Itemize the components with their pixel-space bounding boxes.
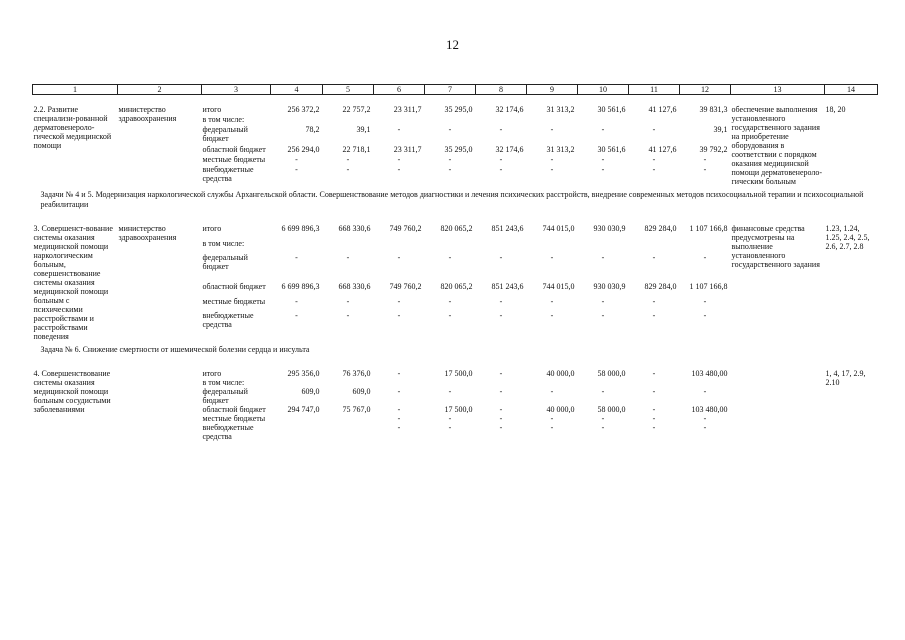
amount-cell: -: [397, 253, 401, 263]
expected-result: обеспечение выполнения установленного государственного задания на приобретение оборудования в соответствии с порядком оказания медицинской помощи дерматовенероло-гическим больным: [731, 104, 823, 186]
column-number: 14: [825, 85, 878, 95]
program-table: [32, 84, 878, 441]
amount-cell: 668 330,6: [338, 282, 371, 292]
task-row: [33, 186, 878, 214]
funding-source-label: внебюджетные средства: [202, 165, 254, 184]
amount-cell: [374, 115, 425, 125]
task-heading: Задача № 6. Снижение смертности от ишемической болезни сердца и инсульта: [40, 344, 310, 354]
amount-cell: 39,1: [713, 124, 728, 134]
target-indicators: 18, 20: [825, 104, 846, 114]
amount-cell: -: [448, 413, 452, 423]
amount-cell: -: [550, 422, 554, 432]
amount-cell: -: [601, 124, 605, 134]
amount-cell: -: [703, 311, 707, 321]
amount-cell: [271, 239, 323, 254]
amount-cell: 6 699 896,3: [281, 282, 320, 292]
amount-cell: -: [652, 368, 656, 378]
amount-cell: -: [397, 124, 401, 134]
amount-cell: 829 284,0: [644, 282, 677, 292]
amount-cell: -: [499, 386, 503, 396]
amount-cell: 39 831,3: [699, 104, 728, 114]
column-number: 7: [425, 85, 476, 95]
amount-cell: -: [550, 165, 554, 175]
amount-cell: -: [448, 422, 452, 432]
amount-cell: 930 030,9: [593, 223, 626, 233]
amount-cell: 930 030,9: [593, 282, 626, 292]
amount-cell: -: [499, 165, 503, 175]
amount-cell: -: [397, 165, 401, 175]
funding-source-label: местные бюджеты: [202, 296, 266, 306]
amount-cell: -: [397, 404, 401, 414]
column-number: 12: [680, 85, 731, 95]
amount-cell: 22 757,2: [342, 104, 371, 114]
amount-cell: 17 500,0: [444, 404, 473, 414]
amount-cell: 744 015,0: [542, 223, 575, 233]
column-number: 13: [731, 85, 825, 95]
amount-cell: [680, 378, 731, 387]
activity-name: 4. Совершенствование системы оказания медицинской помощи больным сосудистыми заболеваниями: [33, 368, 111, 414]
amount-cell: -: [448, 253, 452, 263]
amount-cell: -: [397, 311, 401, 321]
amount-cell: 76 376,0: [342, 368, 371, 378]
amount-cell: -: [448, 165, 452, 175]
expected-result: [731, 368, 825, 441]
amount-cell: [323, 239, 374, 254]
amount-cell: [323, 115, 374, 125]
amount-cell: -: [448, 124, 452, 134]
funding-source-label: в том числе:: [202, 377, 245, 387]
amount-cell: -: [499, 124, 503, 134]
amount-cell: -: [550, 311, 554, 321]
amount-cell: -: [499, 413, 503, 423]
executor: министерство здравоохранения: [118, 104, 177, 123]
target-indicators: 1, 4, 17, 2.9, 2.10: [825, 368, 866, 387]
amount-cell: 30 561,6: [597, 145, 626, 155]
amount-cell: [271, 378, 323, 387]
amount-cell: -: [550, 386, 554, 396]
amount-cell: [271, 423, 323, 441]
amount-cell: -: [652, 253, 656, 263]
funding-source-label: внебюджетные средства: [202, 422, 254, 441]
amount-cell: 32 174,6: [495, 104, 524, 114]
amount-cell: 1 107 166,8: [689, 282, 728, 292]
target-indicators: 1.23, 1.24, 1.25, 2.4, 2.5, 2.6, 2.7, 2.8: [825, 223, 870, 251]
amount-cell: 103 480,00: [691, 368, 728, 378]
amount-cell: [374, 378, 425, 387]
amount-cell: -: [601, 413, 605, 423]
amount-cell: [578, 115, 629, 125]
amount-cell: 39 792,2: [699, 145, 728, 155]
amount-cell: 1 107 166,8: [689, 223, 728, 233]
amount-cell: 609,0: [352, 386, 371, 396]
column-number: 9: [527, 85, 578, 95]
amount-cell: [425, 239, 476, 254]
amount-cell: -: [550, 155, 554, 165]
amount-cell: 668 330,6: [338, 223, 371, 233]
amount-cell: [629, 378, 680, 387]
amount-cell: [323, 378, 374, 387]
amount-cell: -: [499, 422, 503, 432]
amount-cell: 851 243,6: [491, 282, 524, 292]
amount-cell: [425, 378, 476, 387]
amount-cell: -: [448, 386, 452, 396]
column-number: 8: [476, 85, 527, 95]
amount-cell: 609,0: [301, 386, 320, 396]
amount-cell: 23 311,7: [393, 145, 422, 155]
amount-cell: [680, 239, 731, 254]
amount-cell: 851 243,6: [491, 223, 524, 233]
amount-cell: 75 767,0: [342, 404, 371, 414]
amount-cell: -: [601, 155, 605, 165]
amount-cell: [527, 239, 578, 254]
amount-cell: -: [601, 296, 605, 306]
column-number: 3: [202, 85, 271, 95]
amount-cell: 35 295,0: [444, 104, 473, 114]
amount-cell: [629, 239, 680, 254]
amount-cell: -: [499, 404, 503, 414]
amount-cell: -: [601, 422, 605, 432]
budget-line: [33, 223, 878, 239]
amount-cell: 39,1: [356, 124, 371, 134]
amount-cell: -: [295, 155, 298, 165]
row-spacer: [33, 359, 878, 368]
amount-cell: -: [550, 124, 554, 134]
amount-cell: -: [499, 311, 503, 321]
funding-source-label: внебюджетные средства: [202, 311, 254, 330]
column-number: 6: [374, 85, 425, 95]
amount-cell: 103 480,00: [691, 404, 728, 414]
amount-cell: -: [550, 413, 554, 423]
amount-cell: 41 127,6: [648, 104, 677, 114]
table-body: [33, 95, 878, 441]
funding-source-label: в том числе:: [202, 114, 245, 124]
amount-cell: [374, 239, 425, 254]
activity-name: 3. Совершенст-вование системы оказания медицинской помощи наркологическим больным, совершенствование системы оказания медицинской помощи больным с психическими расстройствами и расстройствами поведения: [33, 223, 113, 341]
amount-cell: 32 174,6: [495, 145, 524, 155]
amount-cell: -: [652, 311, 656, 321]
amount-cell: -: [346, 311, 350, 321]
amount-cell: -: [601, 165, 605, 175]
funding-source-label: областной бюджет: [202, 282, 266, 292]
amount-cell: -: [295, 311, 298, 321]
amount-cell: -: [346, 155, 350, 165]
amount-cell: 256 294,0: [287, 145, 320, 155]
amount-cell: -: [499, 155, 503, 165]
amount-cell: 295 356,0: [287, 368, 320, 378]
amount-cell: -: [703, 253, 707, 263]
amount-cell: [527, 378, 578, 387]
column-number: 11: [629, 85, 680, 95]
funding-source-label: в том числе:: [202, 238, 245, 248]
amount-cell: -: [652, 386, 656, 396]
column-number-row: [33, 85, 878, 95]
amount-cell: -: [652, 413, 656, 423]
amount-cell: 744 015,0: [542, 282, 575, 292]
amount-cell: -: [652, 124, 656, 134]
funding-source-label: федеральный бюджет: [202, 386, 248, 405]
amount-cell: [578, 239, 629, 254]
amount-cell: -: [652, 165, 656, 175]
amount-cell: 256 372,2: [287, 104, 320, 114]
funding-source-label: областной бюджет: [202, 404, 266, 414]
amount-cell: 829 284,0: [644, 223, 677, 233]
activity-name: 2.2. Развитие специализи-рованной дерматовенероло-гической медицинской помощи: [33, 104, 112, 150]
amount-cell: [578, 378, 629, 387]
amount-cell: 58 000,0: [597, 368, 626, 378]
amount-cell: [323, 414, 374, 423]
task-heading: Задачи № 4 и 5. Модернизация наркологической службы Архангельской области. Совершенствование методов диагностики и лечения психических расстройств, внедрение современных методов психосоциальной терапии и психосоциальной реабилитации: [40, 189, 864, 209]
amount-cell: -: [703, 422, 707, 432]
amount-cell: 41 127,6: [648, 145, 677, 155]
funding-source-label: итого: [202, 368, 222, 378]
amount-cell: -: [652, 422, 656, 432]
amount-cell: 820 065,2: [440, 282, 473, 292]
amount-cell: -: [703, 296, 707, 306]
amount-cell: [271, 115, 323, 125]
row-spacer: [33, 95, 878, 104]
amount-cell: -: [550, 253, 554, 263]
amount-cell: -: [397, 296, 401, 306]
amount-cell: -: [601, 311, 605, 321]
amount-cell: -: [550, 296, 554, 306]
amount-cell: 31 313,2: [546, 145, 575, 155]
amount-cell: -: [601, 253, 605, 263]
amount-cell: -: [652, 296, 656, 306]
column-number: 1: [33, 85, 118, 95]
amount-cell: -: [346, 165, 350, 175]
amount-cell: [476, 239, 527, 254]
amount-cell: 23 311,7: [393, 104, 422, 114]
column-number: 2: [118, 85, 202, 95]
amount-cell: -: [499, 368, 503, 378]
funding-source-label: местные бюджеты: [202, 155, 266, 165]
amount-cell: -: [703, 413, 707, 423]
row-spacer: [33, 214, 878, 223]
amount-cell: [425, 115, 476, 125]
column-number: 4: [271, 85, 323, 95]
task-row: [33, 341, 878, 359]
amount-cell: 22 718,1: [342, 145, 371, 155]
executor: [118, 368, 202, 441]
amount-cell: 749 760,2: [389, 282, 422, 292]
amount-cell: -: [499, 253, 503, 263]
amount-cell: -: [448, 155, 452, 165]
amount-cell: -: [601, 386, 605, 396]
amount-cell: -: [652, 404, 656, 414]
funding-source-label: федеральный бюджет: [202, 124, 248, 143]
funding-source-label: итого: [202, 104, 222, 114]
amount-cell: -: [703, 155, 707, 165]
amount-cell: 31 313,2: [546, 104, 575, 114]
amount-cell: -: [295, 296, 298, 306]
amount-cell: [476, 115, 527, 125]
budget-line: [33, 104, 878, 115]
amount-cell: -: [703, 165, 707, 175]
amount-cell: -: [499, 296, 503, 306]
amount-cell: -: [448, 296, 452, 306]
page-number: 12: [446, 37, 459, 52]
funding-source-label: местные бюджеты: [202, 413, 266, 423]
amount-cell: -: [295, 253, 298, 263]
amount-cell: 749 760,2: [389, 223, 422, 233]
amount-cell: -: [397, 386, 401, 396]
amount-cell: 35 295,0: [444, 145, 473, 155]
amount-cell: 78,2: [305, 124, 320, 134]
budget-line: [33, 368, 878, 378]
amount-cell: -: [295, 165, 298, 175]
funding-source-label: областной бюджет: [202, 145, 266, 155]
amount-cell: -: [397, 413, 401, 423]
amount-cell: -: [346, 253, 350, 263]
amount-cell: -: [346, 296, 350, 306]
amount-cell: [527, 115, 578, 125]
amount-cell: -: [703, 386, 707, 396]
amount-cell: 58 000,0: [597, 404, 626, 414]
amount-cell: 820 065,2: [440, 223, 473, 233]
column-number: 5: [323, 85, 374, 95]
amount-cell: -: [448, 311, 452, 321]
amount-cell: 40 000,0: [546, 404, 575, 414]
amount-cell: -: [397, 422, 401, 432]
executor: министерство здравоохранения: [118, 223, 177, 242]
amount-cell: [271, 414, 323, 423]
amount-cell: [680, 115, 731, 125]
amount-cell: 294 747,0: [287, 404, 320, 414]
expected-result: финансовые средства предусмотрены на выполнение установленного государственного задания: [731, 223, 820, 269]
amount-cell: [323, 423, 374, 441]
amount-cell: 6 699 896,3: [281, 223, 320, 233]
funding-source-label: итого: [202, 223, 222, 233]
amount-cell: 17 500,0: [444, 368, 473, 378]
amount-cell: -: [397, 155, 401, 165]
amount-cell: -: [397, 368, 401, 378]
funding-source-label: федеральный бюджет: [202, 253, 248, 272]
amount-cell: 30 561,6: [597, 104, 626, 114]
amount-cell: -: [652, 155, 656, 165]
amount-cell: [629, 115, 680, 125]
column-number: 10: [578, 85, 629, 95]
amount-cell: 40 000,0: [546, 368, 575, 378]
amount-cell: [476, 378, 527, 387]
